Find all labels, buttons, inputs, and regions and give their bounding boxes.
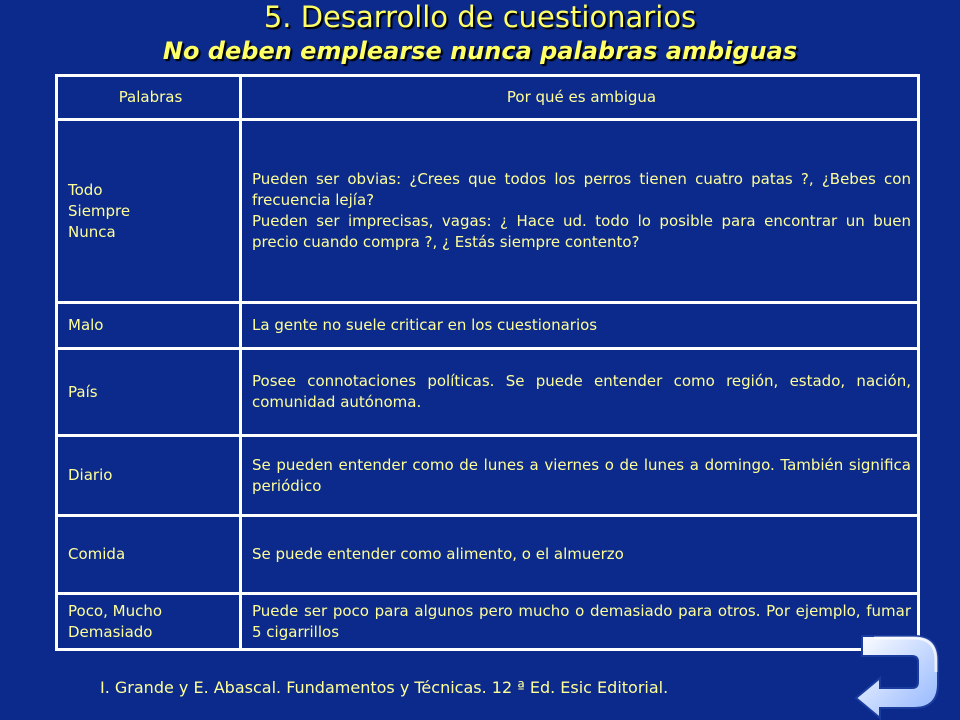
table-row-malo <box>57 303 919 349</box>
reason-diario: Se pueden entender como de lunes a viernes o de lunes a domingo. También significa periódico <box>241 436 919 516</box>
reason-pais: Posee connotaciones políticas. Se puede entender como región, estado, nación, comunidad autónoma. <box>241 349 919 436</box>
word-nunca: Nunca <box>68 222 116 241</box>
word-todo: Todo <box>68 180 103 199</box>
table-header-row <box>57 76 919 120</box>
word-cell-poco <box>57 594 241 650</box>
word-demasiado: Demasiado <box>68 622 153 641</box>
reason-malo: La gente no suele criticar en los cuestionarios <box>241 303 919 349</box>
word-siempre: Siempre <box>68 201 131 220</box>
reason-obvias: Pueden ser obvias: ¿Crees que todos los perros tienen cuatro patas ?, ¿Bebes con frecuencia lejía? <box>252 170 911 209</box>
word-pais: País <box>57 349 241 436</box>
return-arrow-icon[interactable] <box>852 628 942 720</box>
word-malo: Malo <box>57 303 241 349</box>
table-row-todo <box>57 120 919 303</box>
table-row-comida <box>57 516 919 594</box>
ambiguous-words-table <box>55 74 920 651</box>
citation: I. Grande y E. Abascal. Fundamentos y Técnicas. 12 ª Ed. Esic Editorial. <box>100 678 669 697</box>
word-poco-mucho: Poco, Mucho <box>68 601 163 620</box>
table-row-diario <box>57 436 919 516</box>
slide-subtitle: No deben emplearse nunca palabras ambiguas <box>162 37 798 65</box>
slide-title: 5. Desarrollo de cuestionarios <box>263 0 697 34</box>
word-diario: Diario <box>57 436 241 516</box>
reason-imprecisas: Pueden ser imprecisas, vagas: ¿ Hace ud. todo lo posible para encontrar un buen precio cuando compra ?, ¿ Estás siempre contento? <box>252 212 911 251</box>
table-row-poco-mucho <box>57 594 919 650</box>
reason-comida: Se puede entender como alimento, o el almuerzo <box>241 516 919 594</box>
reason-poco-mucho: Puede ser poco para algunos pero mucho o demasiado para otros. Por ejemplo, fumar 5 cigarrillos <box>241 594 919 650</box>
word-cell <box>57 120 241 303</box>
reason-cell <box>241 120 919 303</box>
column-header-por-que: Por qué es ambigua <box>241 76 919 120</box>
word-comida: Comida <box>57 516 241 594</box>
table-row-pais <box>57 349 919 436</box>
column-header-palabras: Palabras <box>57 76 241 120</box>
